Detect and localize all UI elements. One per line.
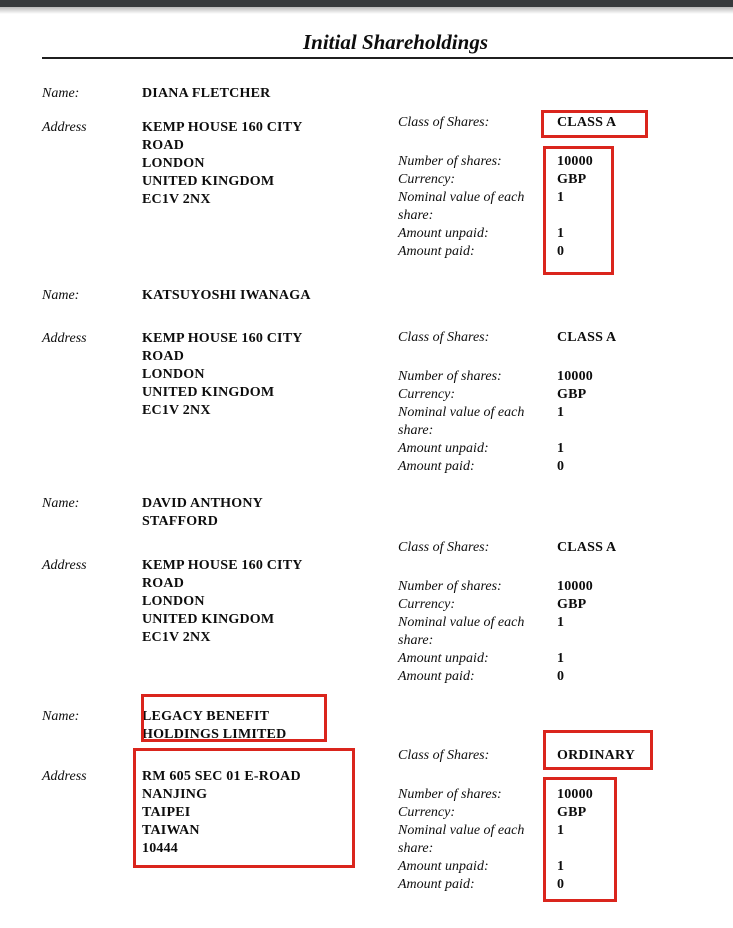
number-of-shares-value: 10000 — [557, 369, 593, 384]
amount-paid-value: 0 — [557, 459, 565, 474]
address-label: Address — [42, 120, 87, 135]
highlight-box-share-values-1 — [543, 146, 614, 275]
number-of-shares-value: 10000 — [557, 579, 593, 594]
nominal-value-label: Nominal value of each share: — [398, 405, 525, 438]
currency-value: GBP — [557, 805, 587, 820]
currency-value: GBP — [557, 172, 587, 187]
nominal-value-value: 1 — [557, 615, 565, 630]
currency-value: GBP — [557, 387, 587, 402]
shareholder-address: KEMP HOUSE 160 CITY ROAD LONDON UNITED KINGDOM EC1V 2NX — [142, 331, 303, 418]
amount-unpaid-label: Amount unpaid: — [398, 859, 489, 874]
number-of-shares-value: 10000 — [557, 787, 593, 802]
number-of-shares-label: Number of shares: — [398, 579, 502, 594]
name-label: Name: — [42, 86, 80, 101]
amount-unpaid-value: 1 — [557, 441, 565, 456]
amount-paid-value: 0 — [557, 244, 565, 259]
currency-value: GBP — [557, 597, 587, 612]
class-of-shares-value: CLASS A — [557, 540, 617, 555]
class-of-shares-label: Class of Shares: — [398, 540, 490, 555]
page-top-edge — [0, 0, 733, 7]
shareholder-name: LEGACY BENEFIT HOLDINGS LIMITED — [142, 709, 287, 742]
share-details — [398, 539, 728, 686]
number-of-shares-label: Number of shares: — [398, 369, 502, 384]
amount-unpaid-value: 1 — [557, 226, 565, 241]
class-of-shares-label: Class of Shares: — [398, 330, 490, 345]
amount-unpaid-label: Amount unpaid: — [398, 226, 489, 241]
address-label: Address — [42, 769, 87, 784]
highlight-box-class-of-shares-4 — [543, 730, 653, 770]
page-top-edge-shadow — [0, 7, 733, 14]
amount-paid-label: Amount paid: — [398, 459, 475, 474]
nominal-value-label: Nominal value of each share: — [398, 823, 525, 856]
class-of-shares-label: Class of Shares: — [398, 748, 490, 763]
address-label: Address — [42, 558, 87, 573]
highlight-box-share-values-4 — [543, 777, 617, 902]
currency-label: Currency: — [398, 805, 456, 820]
share-details — [398, 329, 728, 476]
nominal-value-value: 1 — [557, 405, 565, 420]
shareholder-name: KATSUYOSHI IWANAGA — [142, 288, 311, 303]
currency-label: Currency: — [398, 387, 456, 402]
shareholder-address: KEMP HOUSE 160 CITY ROAD LONDON UNITED KINGDOM EC1V 2NX — [142, 558, 303, 645]
amount-unpaid-value: 1 — [557, 651, 565, 666]
address-label: Address — [42, 331, 87, 346]
amount-paid-label: Amount paid: — [398, 877, 475, 892]
class-of-shares-value: ORDINARY — [557, 748, 636, 763]
shareholder-address: KEMP HOUSE 160 CITY ROAD LONDON UNITED KINGDOM EC1V 2NX — [142, 120, 303, 207]
highlight-box-address-4 — [133, 748, 355, 868]
name-label: Name: — [42, 709, 80, 724]
name-label: Name: — [42, 288, 80, 303]
amount-unpaid-value: 1 — [557, 859, 565, 874]
class-of-shares-label: Class of Shares: — [398, 115, 490, 130]
nominal-value-label: Nominal value of each share: — [398, 615, 525, 648]
nominal-value-label: Nominal value of each share: — [398, 190, 525, 223]
amount-unpaid-label: Amount unpaid: — [398, 651, 489, 666]
title-divider — [42, 57, 733, 59]
nominal-value-value: 1 — [557, 190, 565, 205]
page-title: Initial Shareholdings — [303, 30, 488, 55]
amount-paid-value: 0 — [557, 669, 565, 684]
amount-paid-label: Amount paid: — [398, 669, 475, 684]
number-of-shares-label: Number of shares: — [398, 154, 502, 169]
shareholder-address: RM 605 SEC 01 E-ROAD NANJING TAIPEI TAIWAN 10444 — [142, 769, 301, 856]
currency-label: Currency: — [398, 597, 456, 612]
nominal-value-value: 1 — [557, 823, 565, 838]
class-of-shares-value: CLASS A — [557, 330, 617, 345]
number-of-shares-label: Number of shares: — [398, 787, 502, 802]
currency-label: Currency: — [398, 172, 456, 187]
shareholder-name: DIANA FLETCHER — [142, 86, 271, 101]
highlight-box-class-of-shares-1 — [541, 110, 648, 138]
amount-paid-label: Amount paid: — [398, 244, 475, 259]
highlight-box-name-4 — [141, 694, 327, 742]
shareholder-name: DAVID ANTHONY STAFFORD — [142, 496, 263, 529]
name-label: Name: — [42, 496, 80, 511]
amount-unpaid-label: Amount unpaid: — [398, 441, 489, 456]
number-of-shares-value: 10000 — [557, 154, 593, 169]
amount-paid-value: 0 — [557, 877, 565, 892]
class-of-shares-value: CLASS A — [557, 115, 617, 130]
